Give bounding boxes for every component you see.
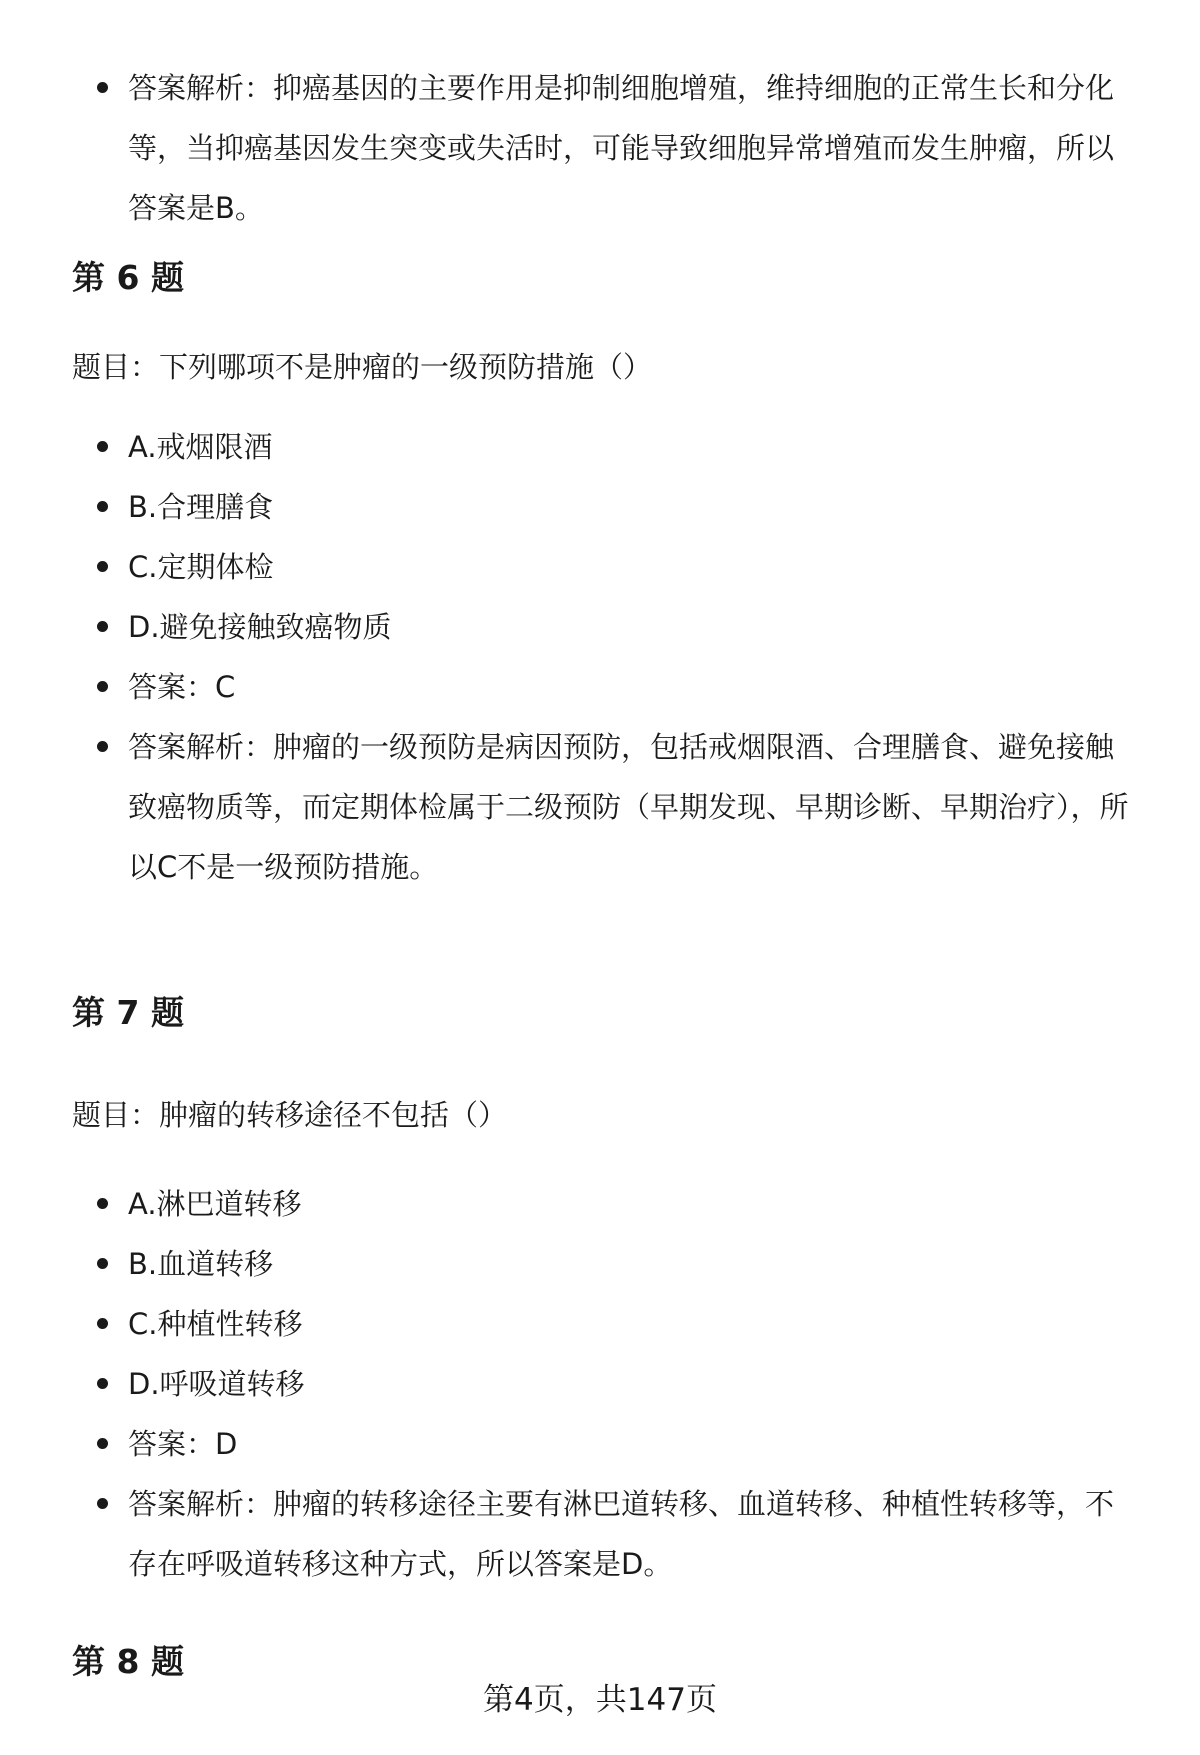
question-7-list: [0, 1174, 1200, 1594]
question-6-option-b: B.合理膳食: [0, 477, 1200, 537]
prev-question-list: [0, 58, 1200, 238]
question-6-heading: 第 6 题: [72, 258, 184, 297]
question-7-option-d: D.呼吸道转移: [0, 1354, 1200, 1414]
question-6-answer: 答案：C: [0, 657, 1200, 717]
question-6-list: [0, 417, 1200, 897]
question-7-explanation: 答案解析：肿瘤的转移途径主要有淋巴道转移、血道转移、种植性转移等，不存在呼吸道转移这种方式，所以答案是D。: [0, 1474, 1200, 1594]
question-8-heading: 第 8 题: [72, 1642, 184, 1681]
question-7-option-a: A.淋巴道转移: [0, 1174, 1200, 1234]
question-7-option-c: C.种植性转移: [0, 1294, 1200, 1354]
page-number: 第4页，共147页: [483, 1682, 717, 1718]
prev-question-block: [0, 58, 1200, 238]
question-6-option-d: D.避免接触致癌物质: [0, 597, 1200, 657]
question-7-heading: 第 7 题: [72, 993, 184, 1032]
question-7-option-b: B.血道转移: [0, 1234, 1200, 1294]
question-6-option-c: C.定期体检: [0, 537, 1200, 597]
question-7-stem: 题目：肿瘤的转移途径不包括（）: [72, 1098, 508, 1132]
question-6-option-a: A.戒烟限酒: [0, 417, 1200, 477]
prev-explanation: 答案解析：抑癌基因的主要作用是抑制细胞增殖，维持细胞的正常生长和分化等，当抑癌基因发生突变或失活时，可能导致细胞异常增殖而发生肿瘤，所以答案是B。: [0, 58, 1200, 238]
question-7-block: [0, 1174, 1200, 1594]
question-6-stem: 题目：下列哪项不是肿瘤的一级预防措施（）: [72, 350, 653, 384]
question-6-explanation: 答案解析：肿瘤的一级预防是病因预防，包括戒烟限酒、合理膳食、避免接触致癌物质等，而定期体检属于二级预防（早期发现、早期诊断、早期治疗），所以C不是一级预防措施。: [0, 717, 1200, 897]
question-7-answer: 答案：D: [0, 1414, 1200, 1474]
question-6-block: [0, 417, 1200, 897]
